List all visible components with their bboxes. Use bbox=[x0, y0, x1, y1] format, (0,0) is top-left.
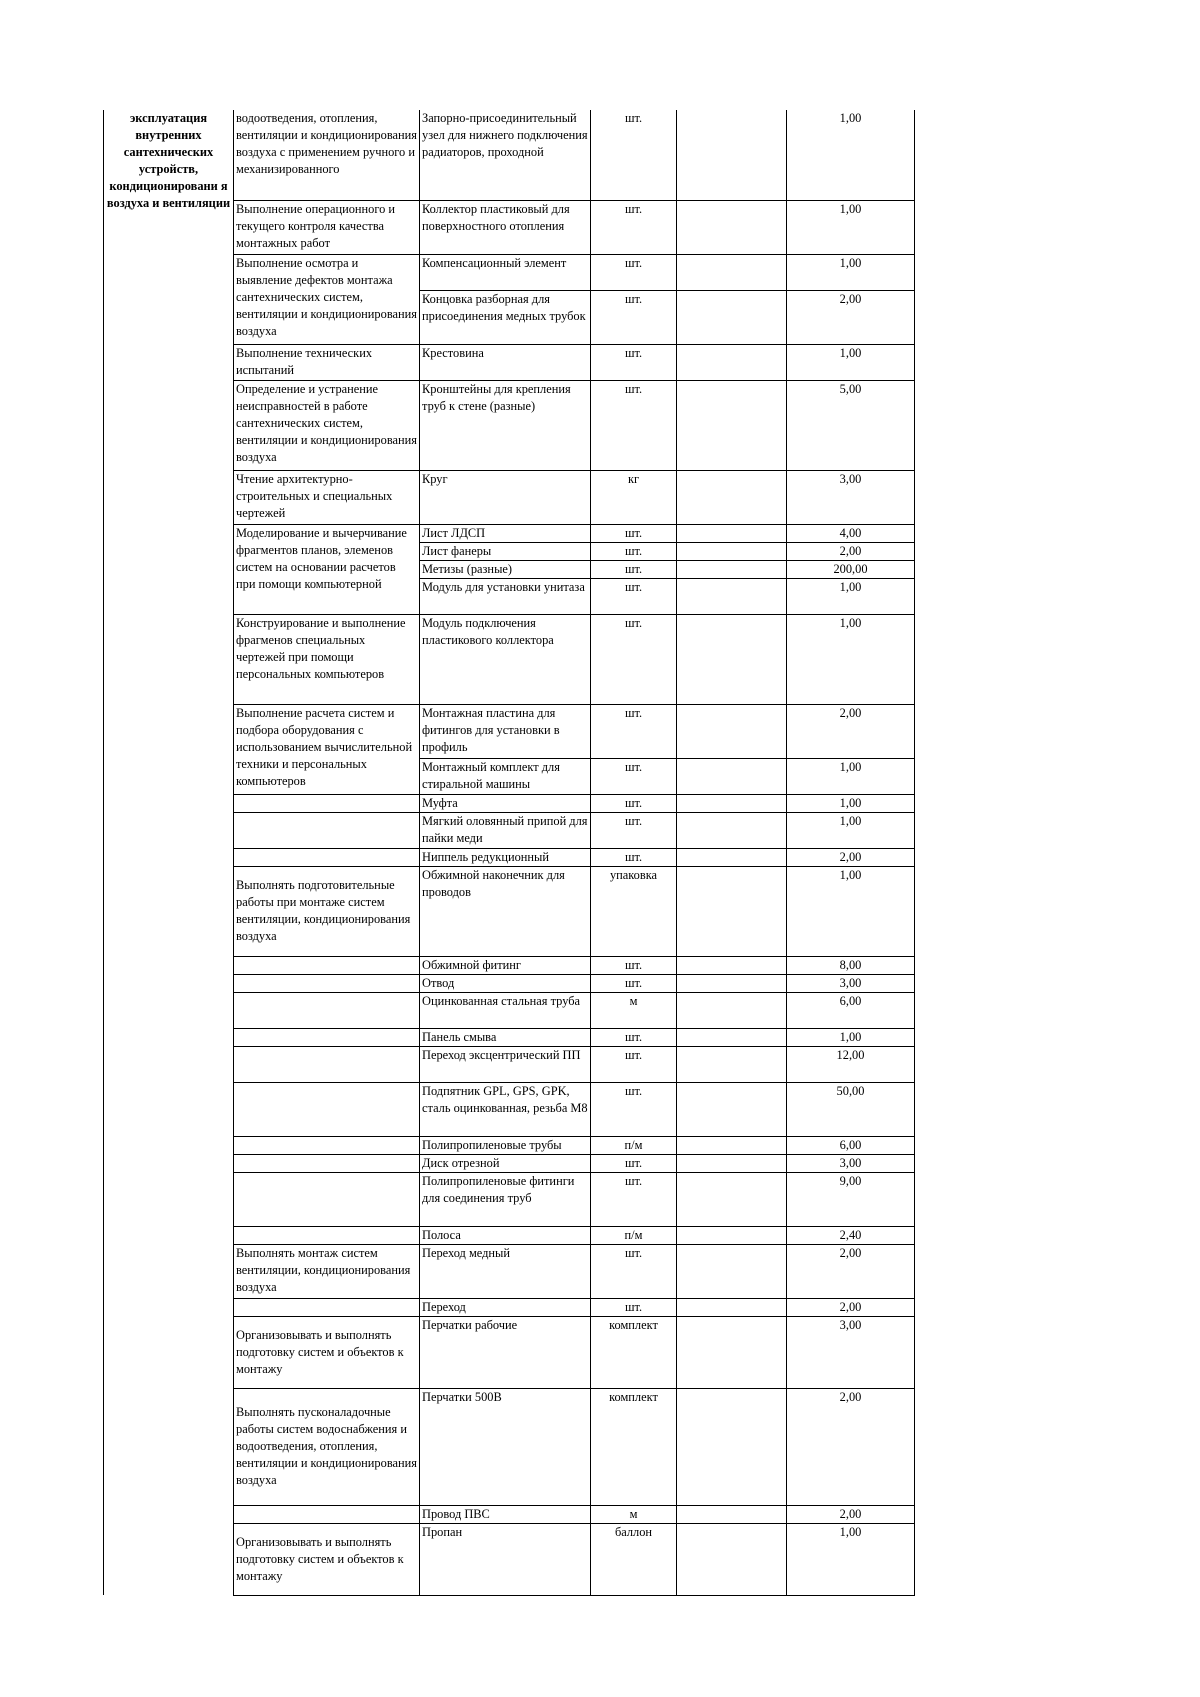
empty-cell bbox=[677, 1523, 787, 1595]
empty-activity-cell bbox=[234, 1046, 420, 1082]
empty-cell bbox=[677, 1298, 787, 1316]
empty-cell bbox=[677, 1226, 787, 1244]
item-name: Оцинкованная стальная труба bbox=[420, 992, 591, 1028]
empty-cell bbox=[677, 560, 787, 578]
table-row bbox=[104, 110, 915, 200]
empty-cell bbox=[677, 956, 787, 974]
item-name: Метизы (разные) bbox=[420, 560, 591, 578]
item-name: Монтажный комплект для стиральной машины bbox=[420, 758, 591, 794]
item-name: Муфта bbox=[420, 794, 591, 812]
item-name: Переход bbox=[420, 1298, 591, 1316]
item-qty: 9,00 bbox=[787, 1172, 915, 1226]
item-name: Ниппель редукционный bbox=[420, 848, 591, 866]
item-qty: 1,00 bbox=[787, 254, 915, 290]
item-name: Переход эксцентрический ПП bbox=[420, 1046, 591, 1082]
empty-cell bbox=[677, 254, 787, 290]
item-unit: шт. bbox=[591, 1154, 677, 1172]
empty-cell bbox=[677, 110, 787, 200]
item-qty: 1,00 bbox=[787, 344, 915, 380]
item-name: Перчатки рабочие bbox=[420, 1316, 591, 1388]
item-name: Пропан bbox=[420, 1523, 591, 1595]
item-qty: 2,00 bbox=[787, 848, 915, 866]
equipment-table bbox=[103, 110, 915, 1596]
empty-cell bbox=[677, 848, 787, 866]
item-qty: 2,00 bbox=[787, 542, 915, 560]
item-name: Запорно-присоединительный узел для нижнего подключения радиаторов, проходной bbox=[420, 110, 591, 200]
empty-cell bbox=[677, 200, 787, 254]
item-unit: шт. bbox=[591, 1082, 677, 1136]
item-name: Отвод bbox=[420, 974, 591, 992]
activity-cell: Чтение архитектурно-строительных и специальных чертежей bbox=[234, 470, 420, 524]
item-qty: 1,00 bbox=[787, 614, 915, 704]
activity-cell: Конструирование и выполнение фрагменов специальных чертежей при помощи персональных компьютеров bbox=[234, 614, 420, 704]
empty-cell bbox=[677, 614, 787, 704]
item-unit: шт. bbox=[591, 704, 677, 758]
empty-activity-cell bbox=[234, 974, 420, 992]
empty-cell bbox=[677, 524, 787, 542]
section-title: эксплуатация внутренних сантехнических устройств, кондиционировани я воздуха и вентиляции bbox=[106, 111, 231, 210]
item-qty: 1,00 bbox=[787, 578, 915, 614]
empty-activity-cell bbox=[234, 1226, 420, 1244]
item-name: Провод ПВС bbox=[420, 1505, 591, 1523]
item-unit: шт. bbox=[591, 560, 677, 578]
item-unit: шт. bbox=[591, 974, 677, 992]
activity-cell: Выполнять монтаж систем вентиляции, кондиционирования воздуха bbox=[234, 1244, 420, 1298]
item-name: Полоса bbox=[420, 1226, 591, 1244]
empty-cell bbox=[677, 1046, 787, 1082]
empty-activity-cell bbox=[234, 992, 420, 1028]
activity-cell: Выполнение расчета систем и подбора оборудования с использованием вычислительной техники и персональных компьютеров bbox=[234, 704, 420, 794]
empty-activity-cell bbox=[234, 794, 420, 812]
empty-cell bbox=[677, 1154, 787, 1172]
item-unit: шт. bbox=[591, 1172, 677, 1226]
item-unit: шт. bbox=[591, 200, 677, 254]
activity-cell: Выполнение операционного и текущего контроля качества монтажных работ bbox=[234, 200, 420, 254]
empty-cell bbox=[677, 794, 787, 812]
item-qty: 1,00 bbox=[787, 200, 915, 254]
empty-cell bbox=[677, 992, 787, 1028]
item-name: Лист фанеры bbox=[420, 542, 591, 560]
item-unit: шт. bbox=[591, 524, 677, 542]
activity-cell: Определение и устранение неисправностей в работе сантехнических систем, вентиляции и кондиционирования воздуха bbox=[234, 380, 420, 470]
item-unit: шт. bbox=[591, 956, 677, 974]
item-name: Коллектор пластиковый для поверхностного отопления bbox=[420, 200, 591, 254]
item-name: Кронштейны для крепления труб к стене (разные) bbox=[420, 380, 591, 470]
empty-activity-cell bbox=[234, 812, 420, 848]
empty-cell bbox=[677, 704, 787, 758]
item-qty: 3,00 bbox=[787, 470, 915, 524]
activity-cell: Организовывать и выполнять подготовку систем и объектов к монтажу bbox=[234, 1523, 420, 1595]
empty-cell bbox=[677, 1082, 787, 1136]
item-unit: кг bbox=[591, 470, 677, 524]
empty-cell bbox=[677, 812, 787, 848]
activity-cell: водоотведения, отопления, вентиляции и кондиционирования воздуха с применением ручного и механизированного bbox=[234, 110, 420, 200]
empty-cell bbox=[677, 380, 787, 470]
empty-cell bbox=[677, 866, 787, 956]
empty-cell bbox=[677, 578, 787, 614]
empty-cell bbox=[677, 542, 787, 560]
item-name: Концовка разборная для присоединения медных трубок bbox=[420, 290, 591, 344]
empty-cell bbox=[677, 470, 787, 524]
item-qty: 1,00 bbox=[787, 1028, 915, 1046]
item-name: Перчатки 500В bbox=[420, 1388, 591, 1505]
item-qty: 2,00 bbox=[787, 1244, 915, 1298]
item-qty: 1,00 bbox=[787, 794, 915, 812]
item-unit: шт. bbox=[591, 812, 677, 848]
item-unit: комплект bbox=[591, 1316, 677, 1388]
empty-cell bbox=[677, 1244, 787, 1298]
item-unit: п/м bbox=[591, 1136, 677, 1154]
item-unit: баллон bbox=[591, 1523, 677, 1595]
item-name: Обжимной фитинг bbox=[420, 956, 591, 974]
item-name: Монтажная пластина для фитингов для установки в профиль bbox=[420, 704, 591, 758]
item-unit: шт. bbox=[591, 110, 677, 200]
empty-cell bbox=[677, 1388, 787, 1505]
item-name: Лист ЛДСП bbox=[420, 524, 591, 542]
empty-activity-cell bbox=[234, 1136, 420, 1154]
empty-cell bbox=[677, 1316, 787, 1388]
empty-activity-cell bbox=[234, 1154, 420, 1172]
empty-cell bbox=[677, 1028, 787, 1046]
item-unit: шт. bbox=[591, 794, 677, 812]
item-name: Модуль подключения пластикового коллектора bbox=[420, 614, 591, 704]
empty-activity-cell bbox=[234, 1298, 420, 1316]
item-name: Модуль для установки унитаза bbox=[420, 578, 591, 614]
activity-cell: Моделирование и вычерчивание фрагментов планов, элеменов систем на основании расчетов при помощи компьютерной bbox=[234, 524, 420, 614]
empty-activity-cell bbox=[234, 956, 420, 974]
item-unit: упаковка bbox=[591, 866, 677, 956]
item-unit: м bbox=[591, 1505, 677, 1523]
item-name: Подпятник GPL, GPS, GPK, сталь оцинкованная, резьба M8 bbox=[420, 1082, 591, 1136]
item-name: Крестовина bbox=[420, 344, 591, 380]
activity-cell: Выполнять пусконаладочные работы систем водоснабжения и водоотведения, отопления, вентиляции и кондиционирования воздуха bbox=[234, 1388, 420, 1505]
item-name: Круг bbox=[420, 470, 591, 524]
item-unit: комплект bbox=[591, 1388, 677, 1505]
empty-cell bbox=[677, 974, 787, 992]
empty-cell bbox=[677, 758, 787, 794]
item-name: Полипропиленовые трубы bbox=[420, 1136, 591, 1154]
item-qty: 2,00 bbox=[787, 1388, 915, 1505]
item-name: Мягкий оловянный припой для пайки меди bbox=[420, 812, 591, 848]
item-qty: 3,00 bbox=[787, 974, 915, 992]
item-unit: шт. bbox=[591, 848, 677, 866]
item-unit: шт. bbox=[591, 1046, 677, 1082]
item-name: Панель смыва bbox=[420, 1028, 591, 1046]
empty-cell bbox=[677, 1172, 787, 1226]
item-unit: шт. bbox=[591, 344, 677, 380]
empty-cell bbox=[677, 1505, 787, 1523]
item-unit: шт. bbox=[591, 290, 677, 344]
item-qty: 50,00 bbox=[787, 1082, 915, 1136]
item-unit: шт. bbox=[591, 1028, 677, 1046]
item-qty: 1,00 bbox=[787, 866, 915, 956]
item-qty: 2,00 bbox=[787, 1505, 915, 1523]
activity-cell: Выполнять подготовительные работы при монтаже систем вентиляции, кондиционирования воздуха bbox=[234, 866, 420, 956]
item-unit: шт. bbox=[591, 578, 677, 614]
item-name: Полипропиленовые фитинги для соединения труб bbox=[420, 1172, 591, 1226]
empty-activity-cell bbox=[234, 1028, 420, 1046]
item-qty: 1,00 bbox=[787, 758, 915, 794]
item-name: Компенсационный элемент bbox=[420, 254, 591, 290]
activity-cell: Выполнение осмотра и выявление дефектов монтажа сантехнических систем, вентиляции и кондиционирования воздуха bbox=[234, 254, 420, 344]
empty-cell bbox=[677, 344, 787, 380]
item-qty: 200,00 bbox=[787, 560, 915, 578]
item-unit: шт. bbox=[591, 1244, 677, 1298]
item-qty: 8,00 bbox=[787, 956, 915, 974]
item-qty: 6,00 bbox=[787, 992, 915, 1028]
item-unit: шт. bbox=[591, 380, 677, 470]
item-unit: шт. bbox=[591, 1298, 677, 1316]
item-qty: 1,00 bbox=[787, 1523, 915, 1595]
item-qty: 2,00 bbox=[787, 704, 915, 758]
activity-cell: Выполнение технических испытаний bbox=[234, 344, 420, 380]
item-unit: шт. bbox=[591, 254, 677, 290]
item-qty: 2,00 bbox=[787, 1298, 915, 1316]
activity-cell: Организовывать и выполнять подготовку систем и объектов к монтажу bbox=[234, 1316, 420, 1388]
item-qty: 1,00 bbox=[787, 110, 915, 200]
item-qty: 2,00 bbox=[787, 290, 915, 344]
item-qty: 2,40 bbox=[787, 1226, 915, 1244]
empty-activity-cell bbox=[234, 1505, 420, 1523]
item-qty: 4,00 bbox=[787, 524, 915, 542]
section-title-cell bbox=[104, 110, 234, 1595]
empty-activity-cell bbox=[234, 1172, 420, 1226]
item-qty: 3,00 bbox=[787, 1316, 915, 1388]
item-qty: 5,00 bbox=[787, 380, 915, 470]
item-unit: шт. bbox=[591, 614, 677, 704]
item-qty: 12,00 bbox=[787, 1046, 915, 1082]
item-unit: м bbox=[591, 992, 677, 1028]
empty-cell bbox=[677, 290, 787, 344]
item-unit: п/м bbox=[591, 1226, 677, 1244]
item-name: Переход медный bbox=[420, 1244, 591, 1298]
item-qty: 6,00 bbox=[787, 1136, 915, 1154]
empty-activity-cell bbox=[234, 1082, 420, 1136]
item-unit: шт. bbox=[591, 542, 677, 560]
empty-cell bbox=[677, 1136, 787, 1154]
item-qty: 3,00 bbox=[787, 1154, 915, 1172]
item-name: Диск отрезной bbox=[420, 1154, 591, 1172]
empty-activity-cell bbox=[234, 848, 420, 866]
item-name: Обжимной наконечник для проводов bbox=[420, 866, 591, 956]
item-unit: шт. bbox=[591, 758, 677, 794]
item-qty: 1,00 bbox=[787, 812, 915, 848]
